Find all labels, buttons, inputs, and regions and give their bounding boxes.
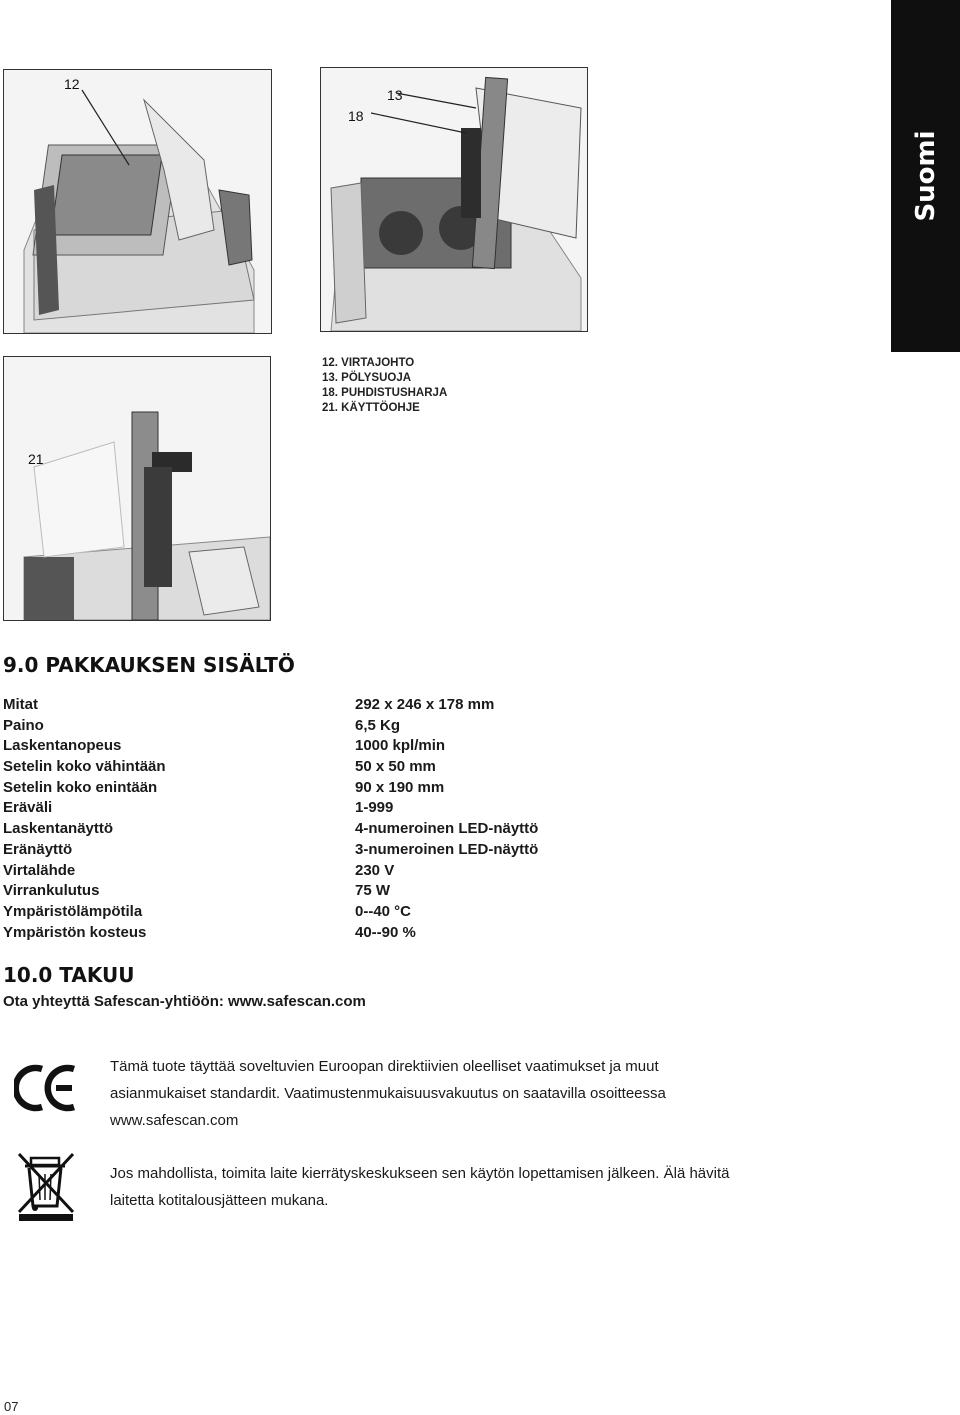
spec-row bbox=[3, 862, 603, 883]
contact-line: Ota yhteyttä Safescan-yhtiöön: www.safescan.com bbox=[3, 993, 366, 1010]
spec-value: 292 x 246 x 178 mm bbox=[355, 696, 495, 713]
parts-legend bbox=[322, 356, 447, 416]
ce-notice-line: Tämä tuote täyttää soveltuvien Euroopan direktiivien oleelliset vaatimukset ja muut bbox=[110, 1058, 659, 1075]
spec-row bbox=[3, 924, 603, 945]
callout-18: 18 bbox=[348, 108, 364, 124]
ce-notice bbox=[110, 1053, 770, 1134]
spec-row bbox=[3, 882, 603, 903]
legend-item: 13. PÖLYSUOJA bbox=[322, 372, 412, 384]
spec-label: Eränäyttö bbox=[3, 840, 73, 858]
spec-label: Setelin koko enintään bbox=[3, 778, 158, 796]
section-9-title: 9.0 PAKKAUKSEN SISÄLTÖ bbox=[3, 653, 295, 677]
spec-value: 40--90 % bbox=[355, 923, 416, 941]
spec-label: Eräväli bbox=[3, 799, 53, 817]
callout-13: 13 bbox=[387, 87, 403, 103]
photo-manual bbox=[3, 356, 271, 621]
spec-label: Ympäristölämpötila bbox=[3, 902, 143, 920]
spec-value: 6,5 Kg bbox=[355, 716, 401, 734]
ce-notice-line: asianmukaiset standardit. Vaatimustenmukaisuusvakuutus on saatavilla osoitteessa bbox=[110, 1085, 666, 1102]
callout-21: 21 bbox=[28, 451, 44, 467]
spec-label: Virrankulutus bbox=[3, 882, 100, 900]
spec-label: Paino bbox=[3, 716, 44, 734]
spec-label: Laskentanopeus bbox=[3, 737, 122, 755]
spec-value: 0--40 °C bbox=[355, 902, 412, 920]
weee-notice-line: laitetta kotitalousjätteen mukana. bbox=[110, 1192, 329, 1209]
spec-value: 75 W bbox=[355, 882, 391, 900]
spec-label: Setelin koko vähintään bbox=[3, 758, 166, 776]
spec-row bbox=[3, 799, 603, 820]
ce-notice-line: www.safescan.com bbox=[110, 1112, 239, 1129]
spec-row bbox=[3, 903, 603, 924]
language-label: Suomi bbox=[910, 130, 941, 222]
machine-brush-illustration bbox=[4, 357, 270, 620]
legend-item: 21. KÄYTTÖOHJE bbox=[322, 402, 420, 414]
machine-illustration bbox=[4, 70, 271, 333]
spec-value: 3-numeroinen LED-näyttö bbox=[355, 840, 539, 858]
spec-row bbox=[3, 841, 603, 862]
spec-label: Ympäristön kosteus bbox=[3, 923, 147, 941]
photo-dust-cover-brush bbox=[320, 67, 588, 332]
spec-label: Laskentanäyttö bbox=[3, 820, 114, 838]
spec-row bbox=[3, 820, 603, 841]
spec-row bbox=[3, 717, 603, 738]
spec-value: 50 x 50 mm bbox=[355, 758, 436, 776]
spec-value: 4-numeroinen LED-näyttö bbox=[355, 820, 539, 838]
weee-bin-icon bbox=[15, 1150, 77, 1222]
spec-label: Virtalähde bbox=[3, 861, 76, 879]
photo-power-cord bbox=[3, 69, 272, 334]
page-number: 07 bbox=[4, 1399, 19, 1414]
legend-item: 18. PUHDISTUSHARJA bbox=[322, 387, 448, 399]
callout-12: 12 bbox=[64, 76, 80, 92]
legend-item: 12. VIRTAJOHTO bbox=[322, 357, 415, 369]
section-10-title: 10.0 TAKUU bbox=[3, 963, 135, 987]
spec-value: 90 x 190 mm bbox=[355, 778, 445, 796]
ce-mark-icon bbox=[14, 1063, 78, 1113]
spec-value: 1000 kpl/min bbox=[355, 737, 446, 755]
spec-label: Mitat bbox=[3, 696, 38, 713]
language-tab bbox=[891, 0, 960, 352]
spec-row bbox=[3, 758, 603, 779]
spec-row bbox=[3, 737, 603, 758]
weee-notice bbox=[110, 1160, 770, 1214]
spec-row bbox=[3, 696, 603, 717]
spec-table bbox=[3, 696, 603, 944]
spec-row bbox=[3, 779, 603, 800]
spec-value: 1-999 bbox=[355, 799, 394, 817]
weee-notice-line: Jos mahdollista, toimita laite kierrätyskeskukseen sen käytön lopettamisen jälkeen. Älä hävitä bbox=[110, 1165, 730, 1182]
spec-value: 230 V bbox=[355, 861, 395, 879]
